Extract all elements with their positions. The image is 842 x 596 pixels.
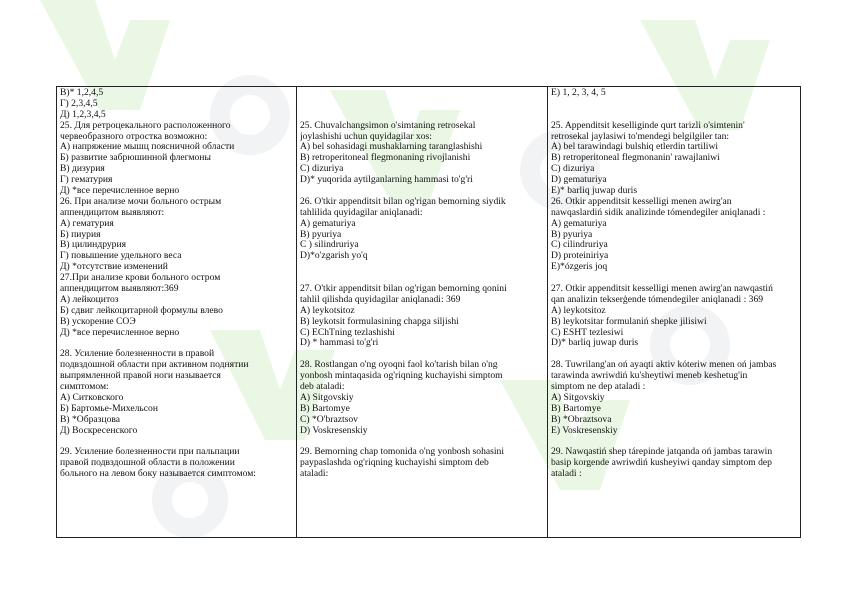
text-line: B) leykotsit formulasining chapga siljishi [300, 316, 459, 327]
text-line: А) напряжение мышц поясничной области [60, 142, 235, 153]
text-line: Г) гематурия [60, 175, 113, 186]
text-line: B) retroperitoneal flegmonaning rivojlanishi [300, 153, 471, 164]
text-line: 25. Chuvalchangsimon o'simtaning retrosekal [300, 120, 476, 131]
text-line: yonbosh mintaqasida og'riqning kuchayishi simptom [300, 371, 503, 382]
text-line: ataladi : [551, 469, 582, 480]
text-line: A) Sitgovskiy [300, 392, 354, 403]
text-line [300, 437, 544, 448]
text-line: правой подвздошной области в положении [60, 458, 235, 469]
text-line: Д) *отсутствие изменений [60, 262, 168, 273]
text-line [300, 349, 544, 360]
text-line: аппендицитом выявляют:369 [60, 284, 179, 295]
text-line: B) pyuriya [551, 229, 593, 240]
text-line: C) cilindruriya [551, 240, 608, 251]
text-line: А) лейкоцитоз [60, 294, 119, 305]
text-line [551, 349, 797, 360]
text-line: basip korgende awriwdiń kusheyiwi qanday simptom dep [551, 458, 772, 469]
text-line: A) bel tarawindagi bulshiq etlerdin tartiliwi [551, 142, 719, 153]
text-line: ataladi: [300, 469, 329, 480]
text-line: В) ускорение СОЭ [60, 316, 136, 327]
text-line: Д) *все перечисленное верно [60, 327, 180, 338]
column-uzbek [297, 87, 548, 538]
text-line: D) * hammasi to'g'ri [300, 338, 379, 349]
text-line: D)* barliq juwap duris [551, 338, 639, 349]
text-line: E)* barliq juwap duris [551, 186, 638, 197]
text-line: 27. Ótkir appenditsit kesselligi menen awirg'an nawqastiń [551, 284, 773, 295]
text-line: paypaslashda og'riqning kuchayishi simptom deb [300, 458, 489, 469]
text-line [60, 338, 293, 349]
text-line [60, 437, 293, 448]
text-line [300, 186, 544, 197]
text-line: симптомом: [60, 382, 109, 393]
text-line: 28. Усиление болезненности в правой [60, 349, 215, 360]
text-line: E) 1, 2, 3, 4, 5 [551, 88, 606, 98]
text-line: В)* 1,2,4,5 [60, 88, 104, 98]
text-line: B) *Obraztsova [551, 414, 612, 425]
text-line [300, 273, 544, 284]
text-line: A) gematuriya [300, 218, 356, 229]
text-line: червеобразного отростка возможно: [60, 131, 208, 142]
text-line: D) Voskresenskiy [300, 425, 368, 436]
text-line: 29. Nawqastiń shep tárepinde jatqanda oń jambas tarawin [551, 447, 773, 458]
text-line [300, 110, 544, 121]
text-line: qan analizin tekserģende tómendegiler aniqlanadi : 369 [551, 294, 764, 305]
text-line: D) proteiniriya [551, 251, 609, 262]
text-line: 25. Для ретроцекального расположенного [60, 120, 231, 131]
text-line: 27. O'tkir appenditsit bilan og'rigan bemorning qonini [300, 284, 507, 295]
text-line: nawqaslardiń sidik analizinde tómendegiler aniqlanadi : [551, 207, 766, 218]
text-line [300, 262, 544, 273]
text-line [551, 110, 797, 121]
text-line: deb ataladi: [300, 382, 345, 393]
text-line: В) *Образцова [60, 414, 121, 425]
text-line: больного на левом боку называется симптомом: [60, 469, 256, 480]
text-line: A) Sitgovskiy [551, 392, 605, 403]
text-line: Г) 2,3,4,5 [60, 98, 98, 109]
text-line: A) leykotsitoz [551, 305, 606, 316]
text-line: 28. Rostlangan o'ng oyoqni faol ko'tarish bilan o'ng [300, 360, 498, 371]
text-line: C) dizuriya [300, 164, 344, 175]
text-line: 27.При анализе крови больного остром [60, 273, 221, 284]
questions-table [56, 86, 801, 538]
text-line: tahlil qilishda quyidagilar aniqlanadi: 369 [300, 294, 461, 305]
text-line [551, 273, 797, 284]
column-russian [57, 87, 297, 538]
text-line: Д) 1,2,3,4,5 [60, 109, 106, 120]
text-line: Б) Бартомье-Михельсон [60, 403, 158, 414]
text-line: E) Voskresenskiy [551, 425, 618, 436]
text-line: A) bel sohasidagi mushaklarning taranglashishi [300, 142, 483, 153]
text-line: 26. Ótkir appenditsit kesselligi menen awirg'an [551, 196, 732, 207]
text-line [300, 88, 544, 99]
text-line: A) leykotsitoz [300, 305, 355, 316]
text-line [551, 99, 797, 110]
text-line: simptom ne dep ataladi : [551, 382, 646, 393]
text-line [300, 99, 544, 110]
text-line: 25. Appenditsit keselliginde qurt tarizli o'simtenin' [551, 120, 745, 131]
text-line: C) EChTning tezlashishi [300, 327, 395, 338]
text-line: Б) пиурия [60, 229, 101, 240]
text-line: D) gematuriya [551, 175, 607, 186]
text-line: E)*ózgeris joq [551, 262, 608, 273]
text-line: B) retroperitoneal flegmonanin' rawajlaniwi [551, 153, 720, 164]
text-line: B) Bartomye [300, 403, 350, 414]
text-line: C) dizuriya [551, 164, 595, 175]
text-line: аппендицитом выявляют: [60, 207, 165, 218]
text-line: A) gematuriya [551, 218, 607, 229]
text-line [551, 437, 797, 448]
text-line: А) гематурия [60, 218, 114, 229]
text-line: retrosekal jaylasiwi to'mendegi belgilgiler tan: [551, 131, 730, 142]
text-line: C) *O'braztsov [300, 414, 358, 425]
text-line: tarawinda awriwdiń ku'sheytiwi meneb keshetug'in [551, 371, 748, 382]
text-line: выпрямленной правой ноги называется [60, 371, 221, 382]
text-line: А) Ситковского [60, 392, 124, 403]
text-line: C ) silindruriya [300, 240, 359, 251]
text-line: D)*o'zgarish yo'q [300, 251, 368, 262]
text-line: Б) сдвиг лейкоцитарной формулы влево [60, 305, 223, 316]
text-line: B) leykotsitar formulaniń shepke jilisiwi [551, 316, 707, 327]
text-line: 26. O'tkir appenditsit bilan og'rigan bemorning siydik [300, 196, 506, 207]
column-karakalpak [548, 87, 801, 538]
text-line: B) Bartomye [551, 403, 601, 414]
text-line: Г) повышение удельного веса [60, 251, 182, 262]
text-line: C) ESHT tezlesiwi [551, 327, 624, 338]
text-line: 28. Tuwrilang'an oń ayaqti aktiv kóteriw menen oń jambas [551, 360, 777, 371]
text-line: В) цилиндрурия [60, 240, 127, 251]
text-line: Д) *все перечисленное верно [60, 186, 180, 197]
text-line: joylashishi uchun quyidagilar xos: [300, 131, 432, 142]
text-line: подвздошной области при активном поднятии [60, 360, 249, 371]
text-line: 26. При анализе мочи больного острым [60, 196, 222, 207]
text-line: D)* yuqorida aytilganlarning hammasi to'g'ri [300, 175, 473, 186]
text-line: Д) Воскресенского [60, 425, 138, 436]
text-line: Б) развитие забрюшинной флегмоны [60, 153, 211, 164]
text-line: 29. Bemorning chap tomonida o'ng yonbosh sohasini [300, 447, 504, 458]
text-line: 29. Усиление болезненности при пальпации [60, 447, 240, 458]
text-line: В) дизурия [60, 164, 105, 175]
text-line: B) pyuriya [300, 229, 342, 240]
text-line: tahlilida quyidagilar aniqlanadi: [300, 207, 423, 218]
